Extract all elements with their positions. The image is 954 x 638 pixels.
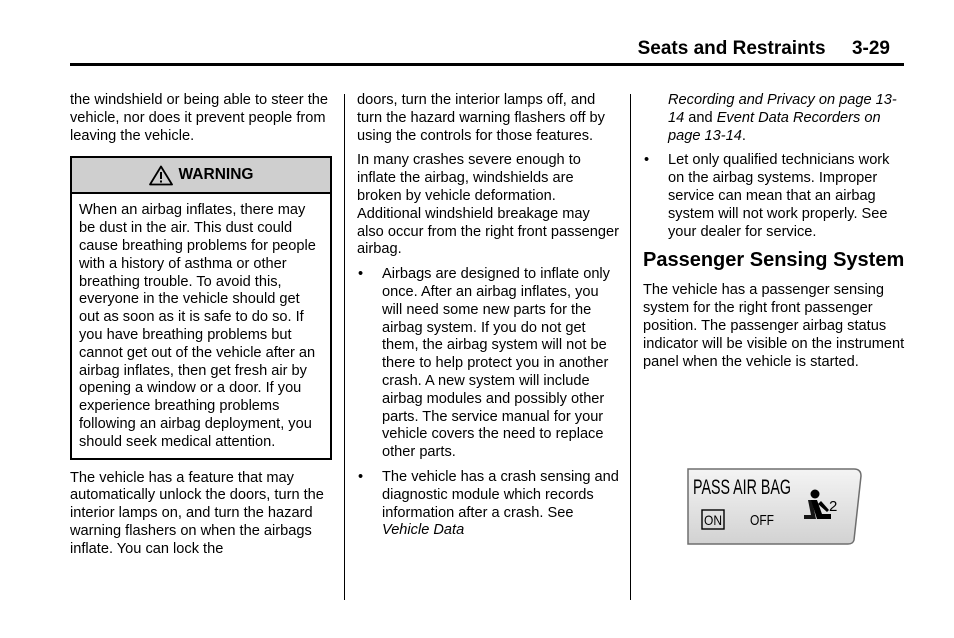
- passenger-airbag-indicator: [684, 466, 864, 546]
- list-item: • Airbags are designed to inflate only once. After an airbag inflates, you will need some new parts for the airbag system. If you do not get them, the airbag system will not be there to help protect you in another crash. A new system will include airbag modules and possibly other parts. The service manual for your vehicle covers the need to replace other parts.: [357, 266, 619, 462]
- warning-box: [70, 156, 332, 459]
- paragraph: The vehicle has a passenger sensing system for the right front passenger position. The passenger airbag status indicator will be visible on the instrument panel when the vehicle is started.: [643, 282, 905, 370]
- list-item-continuation: [643, 92, 905, 145]
- indicator-label: PASS AIR BAG: [693, 476, 791, 499]
- header-title: Seats and Restraints 3-29: [637, 38, 890, 59]
- warning-triangle-icon: [149, 165, 173, 186]
- cross-reference: Vehicle Data: [382, 522, 465, 539]
- indicator-on: ON: [704, 512, 722, 528]
- list-item-text: The vehicle has a crash sensing and diagnostic module which records information after a crash. See: [382, 468, 619, 521]
- column-divider-1: [344, 94, 345, 600]
- paragraph: doors, turn the interior lamps off, and turn the hazard warning flashers off by using the controls for those features.: [357, 92, 605, 144]
- warning-header: [72, 158, 330, 194]
- period: .: [741, 127, 746, 144]
- paragraph: In many crashes severe enough to inflate the airbag, windshields are broken by vehicle deformation. Additional windshield breakage may also occur from the right front passenger airbag.: [357, 152, 620, 258]
- column-1: [70, 92, 332, 566]
- paragraph: the windshield or being able to steer the vehicle, nor does it prevent people from leaving the vehicle.: [70, 92, 328, 144]
- column-divider-2: [630, 94, 631, 600]
- section-heading: Passenger Sensing System: [643, 249, 905, 272]
- indicator-off: OFF: [750, 512, 774, 529]
- column-2: [357, 92, 619, 547]
- cross-reference: Recording and Privacy on page 13-14: [668, 92, 897, 126]
- cross-reference: Event Data Recorders on page 13-14: [668, 109, 881, 144]
- list-item: [357, 469, 619, 540]
- column-3: [643, 92, 905, 378]
- paragraph: The vehicle has a feature that may automatically unlock the doors, turn the interior lamps on, and turn the hazard warning flashers on when the airbags inflate. You can lock the: [70, 469, 324, 557]
- warning-label: WARNING: [178, 166, 254, 184]
- bullet-list: [643, 152, 905, 241]
- connector-text: and: [684, 109, 717, 126]
- header-rule: [70, 63, 904, 66]
- seat-position-number: 2: [829, 498, 838, 515]
- list-item: • Let only qualified technicians work on the airbag systems. Improper service can mean that an airbag system will not work properly. See your dealer for service.: [643, 152, 905, 241]
- warning-text: When an airbag inflates, there may be dust in the air. This dust could cause breathing problems for people with a history of asthma or other breathing trouble. To avoid this, everyone in the vehicle should get out as soon as it is safe to do so. If you have breathing problems but cannot get out of the vehicle after an airbag inflates, then get fresh air by opening a window or a door. If you experience breathing problems following an airbag deployment, you should seek medical attention.: [79, 202, 316, 450]
- bullet-list: [357, 266, 619, 540]
